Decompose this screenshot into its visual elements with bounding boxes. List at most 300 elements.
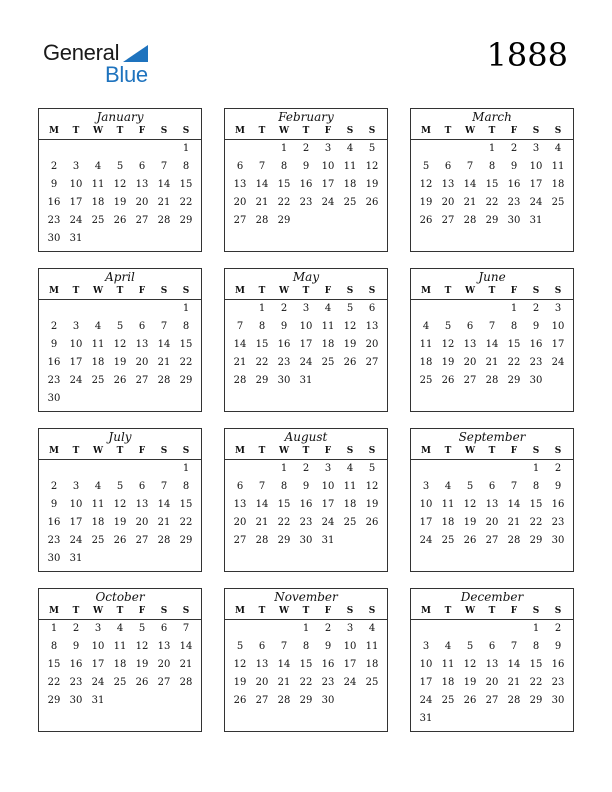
day-cell: 7 bbox=[160, 481, 168, 492]
day-cell: 7 bbox=[258, 481, 266, 492]
day-cell: 10 bbox=[91, 641, 105, 652]
day-cell: 13 bbox=[441, 179, 455, 190]
week-row bbox=[411, 354, 573, 372]
day-cell: 17 bbox=[299, 339, 313, 350]
day-cell: 2 bbox=[324, 623, 332, 634]
day-cell bbox=[415, 620, 437, 638]
week-row bbox=[225, 496, 387, 514]
day-cell: 17 bbox=[69, 197, 83, 208]
day-cell: 3 bbox=[72, 161, 80, 172]
day-cell bbox=[131, 300, 153, 318]
day-cell: 30 bbox=[551, 535, 565, 546]
day-cell: 20 bbox=[441, 197, 455, 208]
day-cell: 12 bbox=[419, 179, 433, 190]
week-row bbox=[411, 638, 573, 656]
day-cell: 3 bbox=[302, 303, 310, 314]
week-row bbox=[225, 460, 387, 478]
day-cell bbox=[153, 300, 175, 318]
day-cell: 27 bbox=[157, 677, 171, 688]
week-row bbox=[39, 158, 201, 176]
week-row bbox=[411, 532, 573, 550]
weekday-label: T bbox=[488, 606, 496, 616]
day-cell bbox=[273, 620, 295, 638]
day-cell: 23 bbox=[299, 517, 313, 528]
day-cell bbox=[437, 710, 459, 728]
day-cell: 8 bbox=[50, 641, 58, 652]
day-cell: 27 bbox=[485, 535, 499, 546]
weekday-label: S bbox=[532, 286, 540, 296]
day-cell: 12 bbox=[343, 321, 357, 332]
day-cell bbox=[43, 300, 65, 318]
month-1 bbox=[224, 108, 388, 252]
day-cell: 17 bbox=[419, 677, 433, 688]
week-row bbox=[39, 496, 201, 514]
day-cell: 7 bbox=[160, 161, 168, 172]
day-cell bbox=[131, 390, 153, 408]
day-cell: 29 bbox=[299, 695, 313, 706]
day-cell: 14 bbox=[157, 339, 171, 350]
week-row bbox=[411, 140, 573, 158]
weekday-label: S bbox=[532, 126, 540, 136]
day-cell: 31 bbox=[321, 535, 335, 546]
weekday-header bbox=[225, 285, 387, 300]
day-cell bbox=[437, 300, 459, 318]
weekday-label: F bbox=[510, 286, 518, 296]
weekday-label: M bbox=[421, 286, 431, 296]
day-cell: 27 bbox=[365, 357, 379, 368]
day-cell: 5 bbox=[422, 161, 430, 172]
day-cell: 12 bbox=[135, 641, 149, 652]
day-cell: 9 bbox=[50, 179, 58, 190]
week-row bbox=[225, 372, 387, 390]
day-cell: 12 bbox=[365, 481, 379, 492]
day-cell: 26 bbox=[113, 375, 127, 386]
day-cell: 29 bbox=[277, 535, 291, 546]
day-cell: 11 bbox=[365, 641, 379, 652]
day-cell bbox=[361, 692, 383, 710]
day-cell: 6 bbox=[488, 481, 496, 492]
day-cell: 10 bbox=[419, 499, 433, 510]
day-cell: 18 bbox=[91, 357, 105, 368]
week-row bbox=[225, 176, 387, 194]
week-row bbox=[225, 638, 387, 656]
day-cell: 9 bbox=[510, 161, 518, 172]
day-cell: 3 bbox=[422, 481, 430, 492]
week-row bbox=[39, 372, 201, 390]
weekday-label: S bbox=[532, 446, 540, 456]
day-cell: 19 bbox=[113, 357, 127, 368]
day-cell: 23 bbox=[299, 197, 313, 208]
day-cell: 11 bbox=[91, 179, 105, 190]
day-cell bbox=[65, 300, 87, 318]
day-cell: 4 bbox=[444, 481, 452, 492]
week-row bbox=[225, 354, 387, 372]
day-cell bbox=[65, 390, 87, 408]
day-cell: 31 bbox=[69, 233, 83, 244]
day-cell: 20 bbox=[233, 517, 247, 528]
calendar-grid bbox=[38, 108, 576, 732]
day-cell: 28 bbox=[157, 535, 171, 546]
day-cell: 4 bbox=[324, 303, 332, 314]
month-name: May bbox=[292, 270, 320, 284]
day-cell: 11 bbox=[321, 321, 335, 332]
day-cell: 16 bbox=[529, 339, 543, 350]
weekday-label: M bbox=[49, 446, 59, 456]
week-row bbox=[39, 390, 201, 408]
weekday-header bbox=[39, 445, 201, 460]
weekday-label: S bbox=[554, 126, 562, 136]
day-cell: 29 bbox=[255, 375, 269, 386]
month-name: August bbox=[284, 430, 328, 444]
weekday-header bbox=[39, 605, 201, 620]
day-cell: 11 bbox=[91, 339, 105, 350]
day-cell: 17 bbox=[529, 179, 543, 190]
weekday-header bbox=[411, 285, 573, 300]
day-cell: 16 bbox=[321, 659, 335, 670]
week-row bbox=[411, 656, 573, 674]
day-cell: 6 bbox=[466, 321, 474, 332]
day-cell: 7 bbox=[488, 321, 496, 332]
weekday-header bbox=[39, 285, 201, 300]
day-cell bbox=[415, 460, 437, 478]
day-cell bbox=[459, 460, 481, 478]
month-5 bbox=[410, 268, 574, 412]
day-cell: 4 bbox=[116, 623, 124, 634]
day-cell: 18 bbox=[419, 357, 433, 368]
day-cell bbox=[87, 300, 109, 318]
day-cell: 1 bbox=[510, 303, 518, 314]
day-cell: 1 bbox=[50, 623, 58, 634]
day-cell: 28 bbox=[255, 535, 269, 546]
month-name: July bbox=[108, 430, 132, 444]
day-cell: 12 bbox=[233, 659, 247, 670]
day-cell: 4 bbox=[422, 321, 430, 332]
week-row bbox=[39, 194, 201, 212]
day-cell: 31 bbox=[69, 553, 83, 564]
day-cell: 9 bbox=[302, 161, 310, 172]
day-cell bbox=[361, 212, 383, 230]
day-cell: 22 bbox=[255, 357, 269, 368]
weekday-label: S bbox=[182, 286, 190, 296]
day-cell bbox=[251, 620, 273, 638]
month-name: November bbox=[274, 590, 338, 604]
day-cell: 28 bbox=[255, 215, 269, 226]
weekday-label: W bbox=[464, 126, 476, 136]
day-cell: 19 bbox=[113, 197, 127, 208]
day-cell: 25 bbox=[91, 215, 105, 226]
weekday-label: T bbox=[258, 446, 266, 456]
day-cell: 22 bbox=[529, 517, 543, 528]
weekday-label: T bbox=[302, 126, 310, 136]
day-cell: 13 bbox=[485, 659, 499, 670]
weekday-label: T bbox=[488, 446, 496, 456]
day-cell: 15 bbox=[47, 659, 61, 670]
week-row bbox=[39, 638, 201, 656]
day-cell: 16 bbox=[551, 659, 565, 670]
day-cell bbox=[131, 550, 153, 568]
week-row bbox=[225, 620, 387, 638]
week-row bbox=[39, 318, 201, 336]
week-row bbox=[39, 514, 201, 532]
day-cell: 14 bbox=[255, 179, 269, 190]
day-cell: 29 bbox=[529, 535, 543, 546]
week-row bbox=[411, 318, 573, 336]
day-cell: 2 bbox=[50, 481, 58, 492]
day-cell: 6 bbox=[444, 161, 452, 172]
day-cell: 10 bbox=[529, 161, 543, 172]
weekday-label: W bbox=[278, 286, 290, 296]
month-name: September bbox=[458, 430, 526, 444]
day-cell: 12 bbox=[113, 499, 127, 510]
day-cell: 10 bbox=[69, 179, 83, 190]
week-row bbox=[411, 710, 573, 728]
day-cell: 19 bbox=[135, 659, 149, 670]
day-cell: 11 bbox=[441, 499, 455, 510]
day-cell: 25 bbox=[91, 535, 105, 546]
day-cell bbox=[459, 140, 481, 158]
day-cell: 19 bbox=[365, 499, 379, 510]
week-row bbox=[39, 692, 201, 710]
day-cell: 24 bbox=[419, 695, 433, 706]
day-cell: 1 bbox=[280, 463, 288, 474]
day-cell bbox=[87, 390, 109, 408]
logo-text-blue: Blue bbox=[105, 62, 148, 87]
day-cell: 5 bbox=[466, 481, 474, 492]
day-cell: 9 bbox=[324, 641, 332, 652]
weekday-label: F bbox=[510, 126, 518, 136]
day-cell: 7 bbox=[258, 161, 266, 172]
day-cell: 21 bbox=[277, 677, 291, 688]
day-cell: 16 bbox=[47, 197, 61, 208]
day-cell: 2 bbox=[72, 623, 80, 634]
day-cell: 21 bbox=[157, 197, 171, 208]
day-cell: 11 bbox=[113, 641, 127, 652]
day-cell: 13 bbox=[135, 499, 149, 510]
day-cell: 23 bbox=[321, 677, 335, 688]
day-cell: 22 bbox=[277, 517, 291, 528]
month-4 bbox=[224, 268, 388, 412]
weekday-label: T bbox=[116, 126, 124, 136]
day-cell: 30 bbox=[529, 375, 543, 386]
day-cell bbox=[153, 390, 175, 408]
day-cell bbox=[437, 140, 459, 158]
day-cell bbox=[459, 710, 481, 728]
day-cell: 9 bbox=[50, 339, 58, 350]
day-cell: 28 bbox=[179, 677, 193, 688]
day-cell: 22 bbox=[299, 677, 313, 688]
day-cell: 15 bbox=[179, 339, 193, 350]
day-cell: 5 bbox=[368, 463, 376, 474]
day-cell: 27 bbox=[135, 375, 149, 386]
day-cell: 7 bbox=[510, 641, 518, 652]
week-row bbox=[39, 656, 201, 674]
day-cell: 6 bbox=[160, 623, 168, 634]
weekday-label: W bbox=[278, 606, 290, 616]
day-cell bbox=[175, 692, 197, 710]
day-cell: 6 bbox=[138, 321, 146, 332]
weekday-label: T bbox=[72, 286, 80, 296]
day-cell: 24 bbox=[551, 357, 565, 368]
day-cell: 2 bbox=[302, 143, 310, 154]
day-cell: 3 bbox=[324, 143, 332, 154]
weekday-label: S bbox=[160, 126, 168, 136]
day-cell: 4 bbox=[444, 641, 452, 652]
day-cell: 30 bbox=[277, 375, 291, 386]
month-11 bbox=[410, 588, 574, 732]
day-cell: 15 bbox=[529, 659, 543, 670]
weekday-label: W bbox=[464, 286, 476, 296]
weekday-label: F bbox=[510, 446, 518, 456]
day-cell: 19 bbox=[463, 517, 477, 528]
week-row bbox=[411, 478, 573, 496]
day-cell: 27 bbox=[135, 215, 149, 226]
day-cell: 14 bbox=[277, 659, 291, 670]
day-cell: 8 bbox=[532, 641, 540, 652]
weekday-label: T bbox=[444, 446, 452, 456]
week-row bbox=[225, 140, 387, 158]
weekday-label: W bbox=[278, 126, 290, 136]
month-name: February bbox=[278, 110, 334, 124]
month-name: October bbox=[95, 590, 145, 604]
day-cell: 17 bbox=[551, 339, 565, 350]
day-cell: 4 bbox=[368, 623, 376, 634]
day-cell: 30 bbox=[47, 233, 61, 244]
day-cell: 17 bbox=[321, 179, 335, 190]
day-cell: 19 bbox=[343, 339, 357, 350]
day-cell bbox=[175, 390, 197, 408]
day-cell bbox=[65, 140, 87, 158]
weekday-label: M bbox=[49, 606, 59, 616]
day-cell bbox=[339, 212, 361, 230]
weekday-header bbox=[39, 125, 201, 140]
weekday-label: W bbox=[92, 126, 104, 136]
day-cell bbox=[109, 140, 131, 158]
day-cell: 29 bbox=[485, 215, 499, 226]
day-cell: 12 bbox=[463, 659, 477, 670]
day-cell: 10 bbox=[551, 321, 565, 332]
day-cell: 25 bbox=[113, 677, 127, 688]
weekday-label: W bbox=[278, 446, 290, 456]
day-cell: 16 bbox=[551, 499, 565, 510]
day-cell: 24 bbox=[299, 357, 313, 368]
weekday-label: W bbox=[92, 286, 104, 296]
week-row bbox=[411, 372, 573, 390]
day-cell: 6 bbox=[138, 161, 146, 172]
day-cell: 22 bbox=[179, 197, 193, 208]
day-cell: 11 bbox=[91, 499, 105, 510]
day-cell: 1 bbox=[182, 463, 190, 474]
day-cell: 2 bbox=[532, 303, 540, 314]
day-cell: 23 bbox=[277, 357, 291, 368]
day-cell: 9 bbox=[280, 321, 288, 332]
day-cell: 23 bbox=[47, 375, 61, 386]
day-cell bbox=[131, 140, 153, 158]
weekday-label: F bbox=[138, 606, 146, 616]
month-10 bbox=[224, 588, 388, 732]
day-cell: 28 bbox=[507, 695, 521, 706]
day-cell: 27 bbox=[233, 535, 247, 546]
day-cell: 1 bbox=[182, 303, 190, 314]
day-cell: 20 bbox=[365, 339, 379, 350]
weekday-label: S bbox=[182, 446, 190, 456]
day-cell: 12 bbox=[441, 339, 455, 350]
week-row bbox=[225, 158, 387, 176]
day-cell: 26 bbox=[113, 535, 127, 546]
weekday-label: S bbox=[368, 606, 376, 616]
weekday-label: T bbox=[302, 606, 310, 616]
day-cell bbox=[175, 550, 197, 568]
day-cell: 3 bbox=[532, 143, 540, 154]
day-cell bbox=[109, 692, 131, 710]
day-cell bbox=[437, 460, 459, 478]
day-cell: 12 bbox=[113, 339, 127, 350]
day-cell: 13 bbox=[233, 499, 247, 510]
week-row bbox=[39, 300, 201, 318]
day-cell bbox=[87, 460, 109, 478]
day-cell: 30 bbox=[299, 535, 313, 546]
day-cell bbox=[109, 300, 131, 318]
day-cell: 22 bbox=[529, 677, 543, 688]
day-cell: 14 bbox=[463, 179, 477, 190]
day-cell: 8 bbox=[182, 321, 190, 332]
month-name: March bbox=[472, 110, 512, 124]
day-cell: 11 bbox=[343, 481, 357, 492]
day-cell bbox=[361, 372, 383, 390]
week-row bbox=[225, 514, 387, 532]
weekday-label: S bbox=[160, 606, 168, 616]
day-cell bbox=[43, 140, 65, 158]
day-cell: 13 bbox=[233, 179, 247, 190]
day-cell: 5 bbox=[444, 321, 452, 332]
day-cell bbox=[481, 710, 503, 728]
day-cell: 26 bbox=[365, 517, 379, 528]
day-cell: 12 bbox=[365, 161, 379, 172]
day-cell: 28 bbox=[157, 215, 171, 226]
day-cell: 22 bbox=[485, 197, 499, 208]
day-cell: 2 bbox=[280, 303, 288, 314]
day-cell: 5 bbox=[236, 641, 244, 652]
month-name: June bbox=[478, 270, 506, 284]
day-cell: 16 bbox=[299, 499, 313, 510]
day-cell: 3 bbox=[94, 623, 102, 634]
day-cell: 19 bbox=[441, 357, 455, 368]
day-cell: 3 bbox=[324, 463, 332, 474]
weekday-label: S bbox=[346, 606, 354, 616]
day-cell bbox=[229, 300, 251, 318]
day-cell: 7 bbox=[280, 641, 288, 652]
day-cell: 30 bbox=[47, 393, 61, 404]
day-cell bbox=[229, 140, 251, 158]
day-cell: 8 bbox=[510, 321, 518, 332]
day-cell: 7 bbox=[466, 161, 474, 172]
day-cell: 19 bbox=[419, 197, 433, 208]
weekday-label: T bbox=[116, 446, 124, 456]
day-cell: 15 bbox=[255, 339, 269, 350]
day-cell: 10 bbox=[343, 641, 357, 652]
day-cell: 26 bbox=[463, 695, 477, 706]
week-row bbox=[225, 478, 387, 496]
weekday-label: F bbox=[138, 446, 146, 456]
weekday-label: S bbox=[554, 446, 562, 456]
day-cell: 6 bbox=[236, 161, 244, 172]
day-cell: 21 bbox=[233, 357, 247, 368]
day-cell: 25 bbox=[321, 357, 335, 368]
day-cell: 31 bbox=[299, 375, 313, 386]
week-row bbox=[411, 212, 573, 230]
day-cell: 4 bbox=[554, 143, 562, 154]
logo-text-general: General bbox=[43, 40, 120, 65]
week-row bbox=[225, 212, 387, 230]
